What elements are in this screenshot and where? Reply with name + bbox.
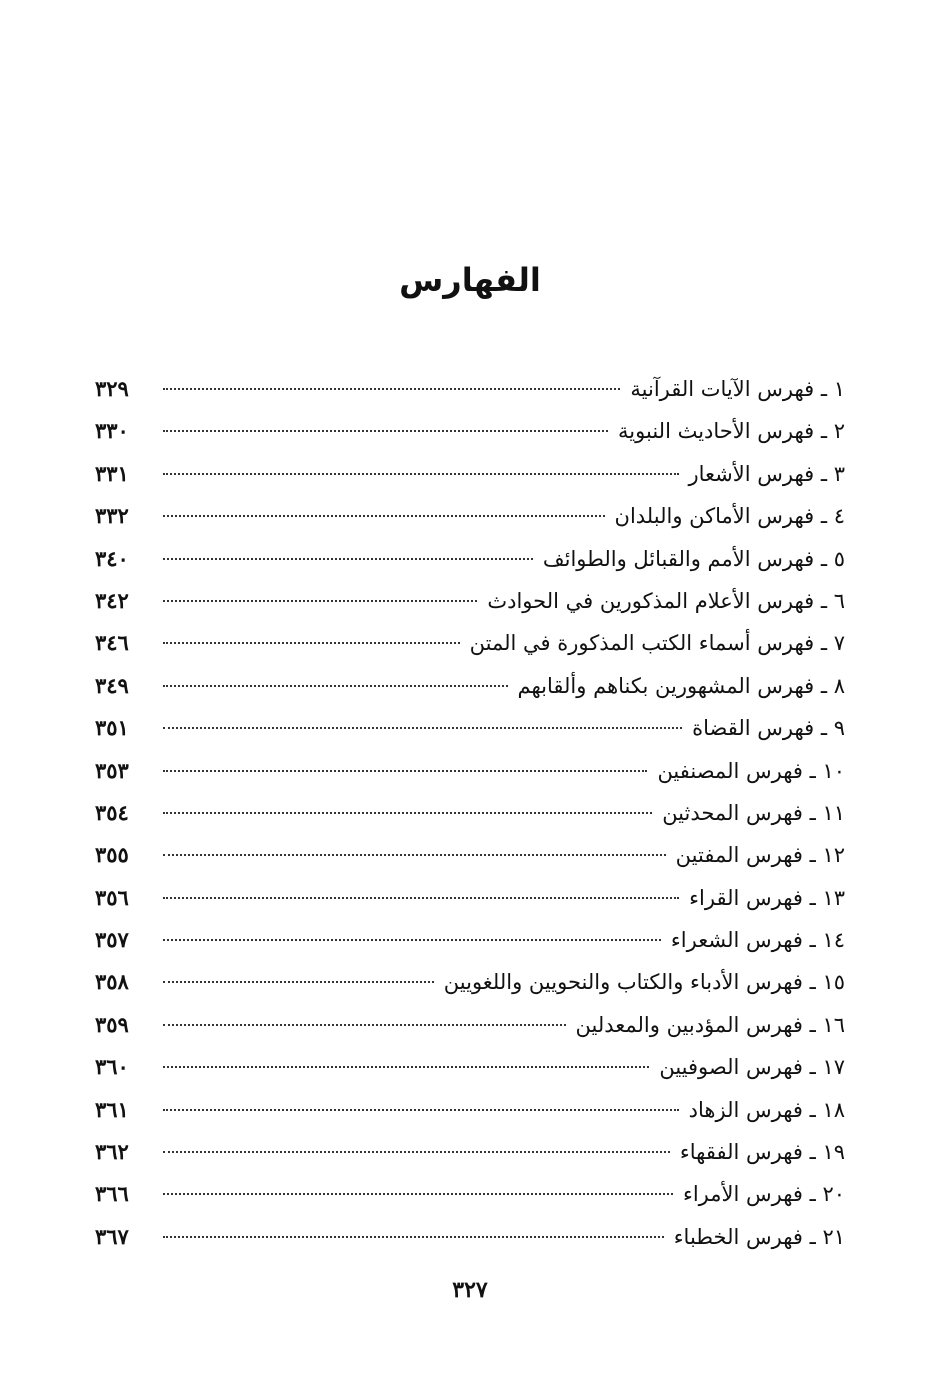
toc-entry-page: ٣٥٨ (95, 969, 129, 995)
toc-entry-label: ١٠ ـ فهرس المصنفين (657, 758, 845, 783)
toc-entry-label: ١١ ـ فهرس المحدثين (662, 800, 845, 825)
toc-entry-page: ٣٣٠ (95, 418, 129, 444)
toc-entry-page: ٣٥٤ (95, 799, 129, 825)
toc-entry-label: ١٢ ـ فهرس المفتين (675, 843, 845, 868)
toc-entry-label: ٩ ـ فهرس القضاة (692, 716, 845, 741)
dot-leader (163, 473, 679, 475)
dot-leader (163, 1151, 670, 1153)
toc-entry-page: ٣٦٢ (95, 1139, 129, 1165)
toc-entry (95, 1216, 845, 1258)
toc-entry-page: ٣٦١ (95, 1096, 129, 1122)
toc-entry-label: ١٨ ـ فهرس الزهاد (688, 1097, 845, 1122)
toc-entry-page: ٣٥١ (95, 715, 129, 741)
toc-entry-page: ٣٤٢ (95, 587, 129, 613)
dot-leader (163, 897, 679, 899)
table-of-contents (95, 368, 845, 1258)
toc-entry-page: ٣٣٢ (95, 503, 129, 529)
toc-entry-label: ١٤ ـ فهرس الشعراء (670, 928, 845, 953)
dot-leader (163, 812, 652, 814)
dot-leader (163, 854, 666, 856)
toc-entry (95, 961, 845, 1003)
toc-entry (95, 622, 845, 664)
toc-entry-page: ٣٤٠ (95, 545, 129, 571)
toc-entry (95, 538, 845, 580)
toc-entry-label: ٢ ـ فهرس الأحاديث النبوية (618, 419, 845, 444)
toc-entry (95, 834, 845, 876)
toc-entry (95, 1131, 845, 1173)
toc-entry-page: ٣٥٦ (95, 884, 129, 910)
toc-entry-page: ٣٥٣ (95, 757, 129, 783)
toc-entry (95, 1046, 845, 1088)
toc-entry-page: ٣٥٥ (95, 842, 129, 868)
dot-leader (163, 642, 460, 644)
toc-entry-page: ٣٦٦ (95, 1181, 129, 1207)
toc-entry-page: ٣٤٦ (95, 630, 129, 656)
toc-entry (95, 707, 845, 749)
dot-leader (163, 727, 682, 729)
toc-entry (95, 877, 845, 919)
toc-entry (95, 750, 845, 792)
dot-leader (163, 388, 620, 390)
toc-entry-page: ٣٥٧ (95, 927, 129, 953)
toc-entry (95, 495, 845, 537)
toc-entry (95, 368, 845, 410)
toc-entry-label: ٢٠ ـ فهرس الأمراء (682, 1182, 845, 1207)
dot-leader (163, 939, 661, 941)
toc-entry-label: ١٩ ـ فهرس الفقهاء (679, 1140, 845, 1165)
dot-leader (163, 981, 434, 983)
dot-leader (163, 685, 508, 687)
dot-leader (163, 515, 605, 517)
toc-entry-label: ٦ ـ فهرس الأعلام المذكورين في الحوادث (487, 588, 845, 613)
toc-entry (95, 453, 845, 495)
toc-entry (95, 1089, 845, 1131)
dot-leader (163, 1024, 566, 1026)
toc-entry-label: ٤ ـ فهرس الأماكن والبلدان (614, 504, 845, 529)
toc-entry-label: ١٣ ـ فهرس القراء (689, 885, 845, 910)
toc-entry-label: ٨ ـ فهرس المشهورين بكناهم وألقابهم (517, 673, 845, 698)
toc-entry-label: ١ ـ فهرس الآيات القرآنية (630, 377, 845, 401)
toc-entry-label: ٣ ـ فهرس الأشعار (688, 461, 845, 486)
page-title: الفهارس (399, 261, 541, 299)
toc-entry-page: ٣٥٩ (95, 1011, 129, 1037)
toc-entry-page: ٣٤٩ (95, 672, 129, 698)
toc-entry-page: ٣٦٧ (95, 1223, 129, 1249)
dot-leader (163, 1193, 673, 1195)
toc-entry (95, 1173, 845, 1215)
dot-leader (163, 1236, 664, 1238)
toc-entry (95, 665, 845, 707)
toc-entry (95, 792, 845, 834)
toc-entry (95, 580, 845, 622)
toc-entry (95, 1004, 845, 1046)
toc-entry-page: ٣٦٠ (95, 1054, 129, 1080)
toc-entry-label: ١٥ ـ فهرس الأدباء والكتاب والنحويين واللغويين (443, 970, 845, 995)
dot-leader (163, 770, 647, 772)
dot-leader (163, 430, 608, 432)
page-number: ٣٢٧ (452, 1277, 488, 1303)
toc-entry-label: ١٦ ـ فهرس المؤدبين والمعدلين (575, 1012, 845, 1037)
toc-entry-page: ٣٢٩ (95, 376, 129, 401)
toc-entry-page: ٣٣١ (95, 460, 129, 486)
toc-entry-label: ٢١ ـ فهرس الخطباء (673, 1224, 845, 1249)
dot-leader (163, 1066, 649, 1068)
dot-leader (163, 600, 477, 602)
toc-entry-label: ١٧ ـ فهرس الصوفيين (659, 1055, 845, 1080)
toc-entry (95, 919, 845, 961)
dot-leader (163, 558, 533, 560)
toc-entry (95, 410, 845, 452)
toc-entry-label: ٥ ـ فهرس الأمم والقبائل والطوائف (542, 546, 845, 571)
dot-leader (163, 1109, 679, 1111)
toc-entry-label: ٧ ـ فهرس أسماء الكتب المذكورة في المتن (469, 631, 845, 656)
